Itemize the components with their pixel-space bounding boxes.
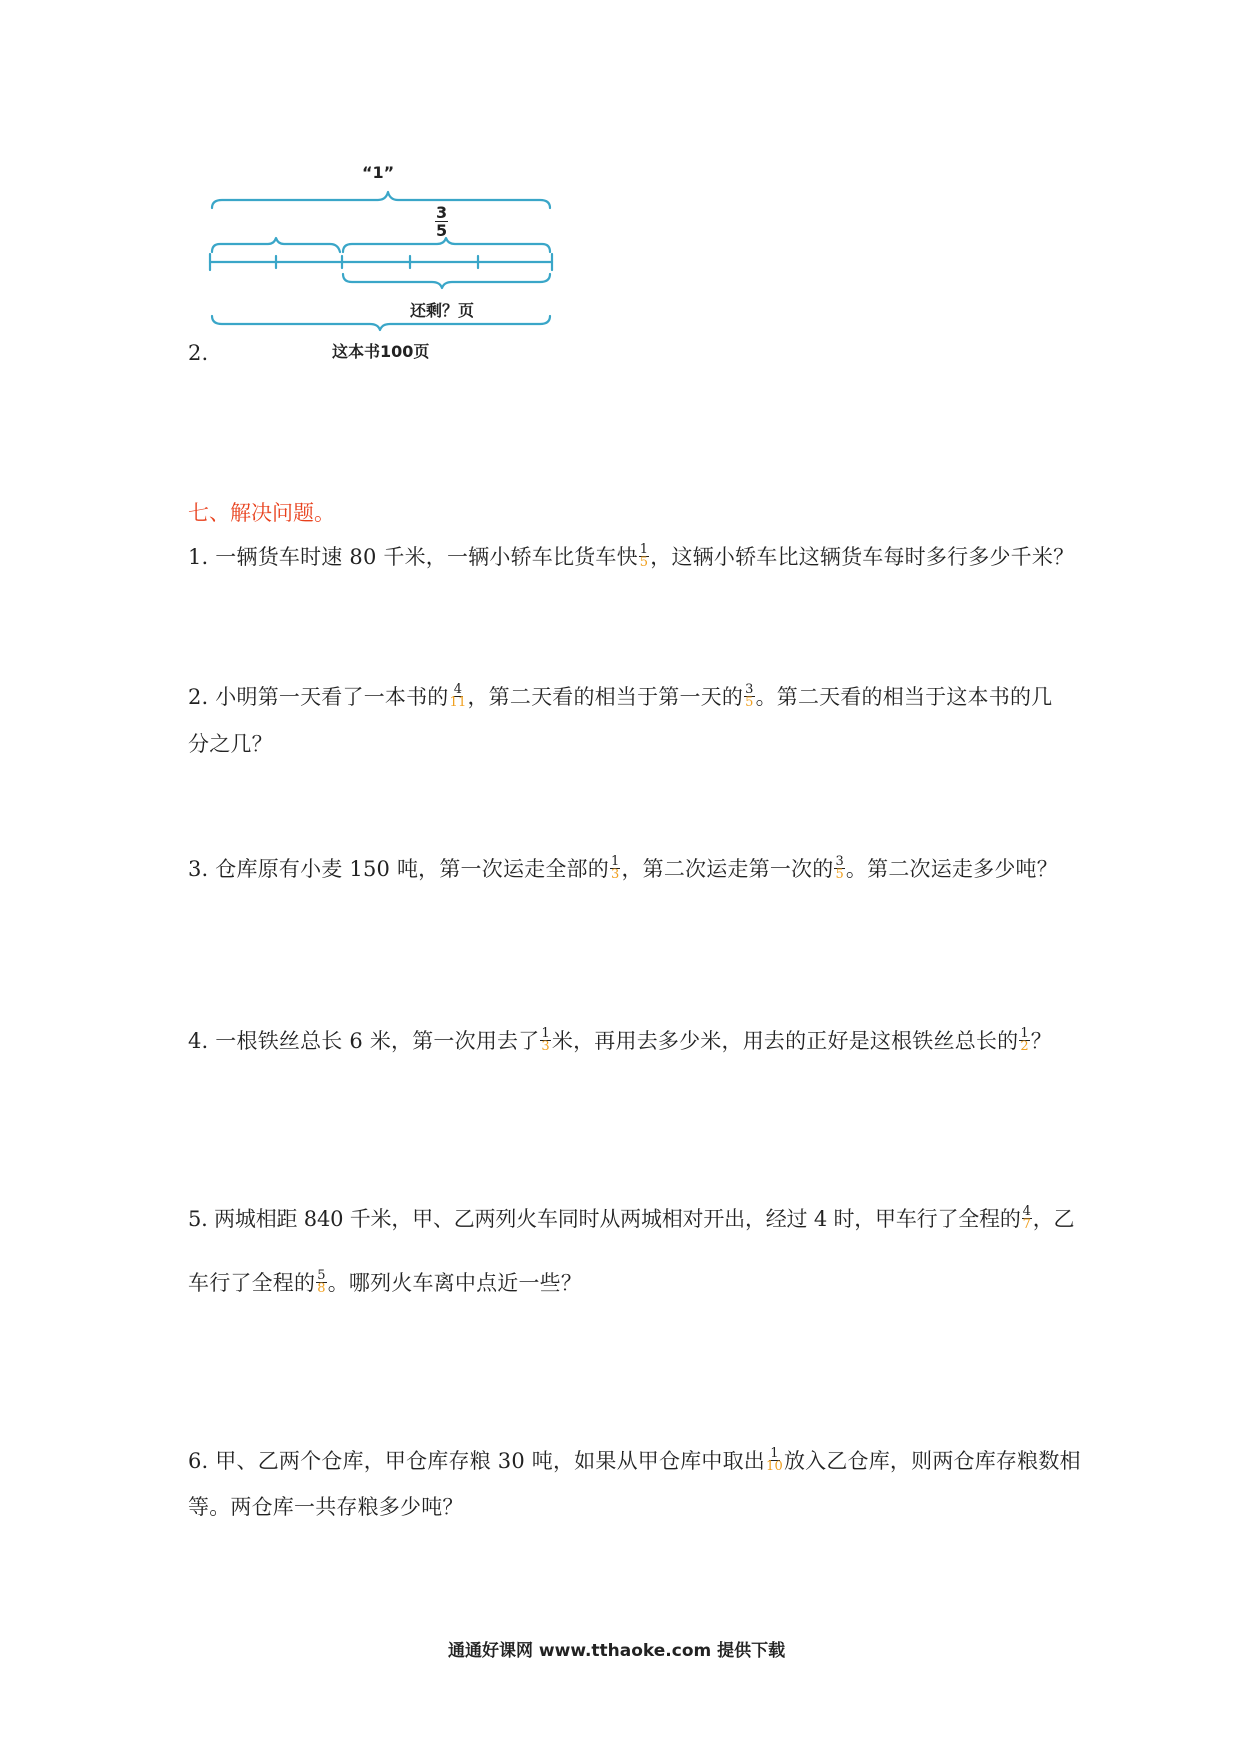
problem-1-fraction (639, 544, 649, 569)
problem-2-fraction-a (450, 684, 467, 709)
problem-1 (188, 542, 1074, 572)
whole-brace (212, 192, 550, 208)
fraction-numerator: 5 (317, 1268, 326, 1283)
problem-3-text-a: 3. 仓库原有小麦 150 吨，第一次运走全部的 (188, 857, 609, 881)
problem-4 (188, 1026, 1052, 1056)
problem-2-text-b: ，第二天看的相当于第一天的 (467, 685, 744, 709)
diagram-fraction-numerator: 3 (436, 203, 448, 222)
fraction-denominator: 3 (610, 867, 620, 882)
problem-4-text-a: 4. 一根铁丝总长 6 米，第一次用去了 (188, 1029, 540, 1053)
problem-3-fraction-b (834, 856, 844, 881)
segment-diagram (200, 160, 560, 360)
fraction-numerator: 4 (1022, 1204, 1031, 1219)
problem-6-text-b: 放入乙仓库，则两仓库存粮数相 (783, 1449, 1081, 1473)
problem-5-text-d: 。哪列火车离中点近一些？ (327, 1271, 583, 1295)
section-title: 七、解决问题。 (188, 501, 335, 525)
problem-2-text-a: 2. 小明第一天看了一本书的 (188, 685, 449, 709)
problem-2-text-c: 。第二天看的相当于这本书的几 (755, 685, 1053, 709)
problem-6-line-2: 等。两仓库一共存粮多少吨？ (188, 1495, 464, 1519)
diagram-fraction (435, 204, 448, 239)
problem-4-text-c: ？ (1030, 1029, 1052, 1053)
fraction-numerator: 1 (1020, 1026, 1029, 1041)
problem-5-text-a: 5. 两城相距 840 千米，甲、乙两列火车同时从两城相对开出，经过 4 时，甲车行了全程的 (188, 1207, 1021, 1231)
problem-5-fraction-b (316, 1270, 326, 1295)
fraction-brace (343, 238, 550, 252)
fraction-denominator: 3 (541, 1039, 550, 1054)
fraction-denominator: 5 (835, 867, 844, 882)
fraction-denominator: 11 (449, 695, 467, 710)
whole-label: “1” (362, 163, 395, 182)
problem-5-fraction-a (1022, 1206, 1032, 1231)
page-footer: 通通好课网 www.tthaoke.com 提供下载 (448, 1641, 786, 1661)
first-part-brace (212, 238, 340, 252)
diagram-fraction-denominator: 5 (436, 221, 448, 240)
problem-5 (188, 1204, 1074, 1234)
problem-6-text-a: 6. 甲、乙两个仓库，甲仓库存粮 30 吨，如果从甲仓库中取出 (188, 1449, 765, 1473)
problem-2-line-2: 分之几？ (188, 732, 273, 756)
diagram-number: 2. (188, 341, 209, 365)
problem-5-text-b: ，乙 (1032, 1207, 1075, 1231)
problem-4-text-b: 米，再用去多少米，用去的正好是这根铁丝总长的 (551, 1029, 1019, 1053)
fraction-numerator: 3 (745, 682, 754, 697)
fraction-denominator: 8 (317, 1281, 326, 1296)
fraction-denominator: 5 (639, 555, 649, 570)
problem-3-text-c: 。第二次运走多少吨？ (845, 857, 1058, 881)
fraction-numerator: 3 (835, 854, 844, 869)
fraction-numerator: 1 (639, 542, 649, 557)
fraction-numerator: 1 (770, 1446, 779, 1461)
problem-4-fraction-b (1019, 1028, 1029, 1053)
fraction-denominator: 2 (1020, 1039, 1029, 1054)
total-label: 这本书100页 (332, 342, 430, 361)
remain-brace (343, 274, 550, 288)
fraction-denominator: 10 (765, 1459, 783, 1474)
problem-3-fraction-a (610, 856, 620, 881)
problem-2-fraction-b (744, 684, 754, 709)
problem-1-text-b: ，这辆小轿车比这辆货车每时多行多少千米？ (650, 545, 1075, 569)
problem-1-text-a: 1. 一辆货车时速 80 千米，一辆小轿车比货车快 (188, 545, 638, 569)
fraction-numerator: 4 (453, 682, 463, 697)
remain-label: 还剩？页 (410, 301, 475, 320)
fraction-denominator: 7 (1022, 1217, 1031, 1232)
problem-2 (188, 682, 1052, 712)
fraction-numerator: 1 (541, 1026, 550, 1041)
problem-3 (188, 854, 1058, 884)
problem-4-fraction-a (540, 1028, 550, 1053)
problem-3-text-b: ，第二次运走第一次的 (621, 857, 834, 881)
problem-5-line-2 (188, 1268, 582, 1298)
fraction-numerator: 1 (610, 854, 620, 869)
total-brace (212, 316, 550, 330)
problem-5-text-c: 车行了全程的 (188, 1271, 316, 1295)
problem-6-fraction (766, 1448, 783, 1473)
problem-6 (188, 1446, 1081, 1476)
fraction-denominator: 5 (745, 695, 754, 710)
